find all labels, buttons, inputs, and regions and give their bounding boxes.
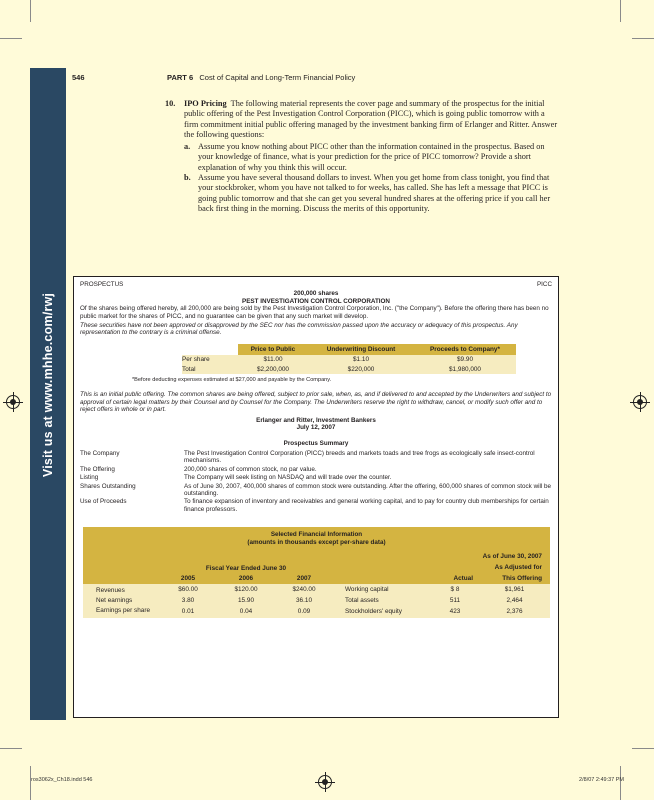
table-cell: 3.80 bbox=[181, 596, 195, 604]
actual-header: Actual bbox=[431, 574, 479, 584]
registration-mark-icon bbox=[318, 775, 332, 789]
prospectus-date: July 12, 2007 bbox=[296, 424, 336, 432]
table-header-cell: Price to Public bbox=[238, 344, 308, 355]
financial-title-line: Selected Financial Information bbox=[270, 531, 363, 539]
footer-timestamp: 2/8/07 2:49:37 PM bbox=[579, 777, 624, 783]
banker-name: Erlanger and Ritter, Investment Bankers bbox=[256, 416, 376, 424]
table-cell: $2,200,000 bbox=[257, 365, 289, 373]
table-cell: Working capital bbox=[345, 585, 389, 593]
table-row bbox=[182, 355, 516, 364]
running-header bbox=[167, 73, 355, 82]
selected-financial-info bbox=[83, 527, 550, 618]
page-number: 546 bbox=[72, 73, 85, 82]
crop-mark bbox=[620, 0, 621, 22]
table-cell: 0.09 bbox=[297, 607, 311, 615]
problem-part-a bbox=[184, 142, 559, 173]
problem-intro bbox=[184, 99, 559, 140]
crop-mark bbox=[0, 38, 22, 39]
offering-terms: This is an initial public offering. The common shares are being offered, subject to prior sale, when, as, and if delivered to and accepted by the Underwriters and subject to approval of certain legal matters by their Counsel and by Counsel for the Company. The Underwriters reserve the right to withdraw, cancel, or modify such offer and to reject offers in whole or in part. bbox=[80, 391, 552, 414]
sec-disclaimer: These securities have not been approved or disapproved by the SEC nor has the commission passed upon the accuracy or adequacy of this prospectus. Any representation to the contrary is a criminal offense. bbox=[80, 322, 518, 337]
summary-label: The Offering bbox=[80, 465, 115, 473]
table-cell: 15.90 bbox=[238, 596, 254, 604]
summary-text: To finance expansion of inventory and receivables and general working capital, and to pay for country club memberships for certain finance professors. bbox=[184, 498, 549, 513]
crop-mark bbox=[632, 38, 654, 39]
table-cell: Total bbox=[182, 365, 196, 373]
summary-text: As of June 30, 2007, 400,000 shares of common stock were outstanding. After the offering, 600,000 shares of common stock will be outstanding. bbox=[184, 482, 552, 497]
table-cell: Per share bbox=[182, 356, 210, 364]
financial-header-row bbox=[83, 574, 550, 584]
table-row bbox=[83, 606, 550, 618]
table-cell: Revenues bbox=[96, 586, 125, 594]
problem-title: IPO Pricing bbox=[184, 99, 227, 108]
sidebar-url-text: Visit us at www.mhhe.com/rwj bbox=[41, 292, 55, 478]
table-row bbox=[182, 365, 516, 374]
table-cell: $240.00 bbox=[292, 585, 316, 593]
table-cell: Total assets bbox=[345, 596, 379, 604]
ticker-label: PICC bbox=[536, 281, 552, 288]
asof-header: As of June 30, 2007 bbox=[431, 549, 550, 562]
table-cell: 0.04 bbox=[239, 607, 253, 615]
table-cell: $220,000 bbox=[347, 365, 375, 373]
summary-text: The Company will seek listing on NASDAQ and will trade over the counter. bbox=[184, 474, 392, 482]
shares-line: 200,000 shares bbox=[293, 290, 339, 298]
part-text: Assume you have several thousand dollars to invest. When you get home from class tonight, you find that your stockbroker, whom you have not talked to for weeks, has called. She has left a message that PICC is going public tomorrow and that she can get you several hundred shares at the offering price if you call her back first thing in the morning. Discuss the merits of this opportunity. bbox=[198, 173, 551, 213]
problem-10 bbox=[165, 99, 559, 214]
table-cell: 36.10 bbox=[296, 596, 312, 604]
crop-mark bbox=[632, 748, 654, 749]
table-cell: $1.10 bbox=[353, 356, 369, 364]
table-cell: $120.00 bbox=[234, 585, 258, 593]
year-header: 2005 bbox=[159, 574, 217, 584]
summary-label: The Company bbox=[80, 449, 120, 457]
table-cell: 511 bbox=[449, 596, 461, 604]
prospectus-labels bbox=[80, 281, 552, 288]
table-row bbox=[83, 596, 550, 606]
summary-label: Use of Proceeds bbox=[80, 498, 127, 506]
adjusted-header: This Offering bbox=[479, 574, 550, 584]
financial-table bbox=[83, 549, 550, 618]
part-title: Cost of Capital and Long-Term Financial Policy bbox=[199, 73, 356, 82]
table-row bbox=[83, 584, 550, 596]
summary-title: Prospectus Summary bbox=[283, 439, 349, 447]
prospectus-summary bbox=[80, 450, 552, 513]
part-label: PART 6 bbox=[167, 73, 194, 82]
adjusted-header: As Adjusted for bbox=[479, 562, 550, 574]
crop-mark bbox=[0, 748, 22, 749]
table-cell: 2,376 bbox=[506, 607, 523, 615]
part-letter: b. bbox=[184, 173, 191, 183]
price-table bbox=[182, 344, 516, 374]
financial-header-row bbox=[83, 549, 550, 562]
summary-text: The Pest Investigation Control Corporation (PICC) breeds and markets toads and tree frogs as ecologically safe insect-control mechanisms. bbox=[184, 449, 535, 465]
financial-header-row bbox=[83, 562, 550, 574]
registration-mark-icon bbox=[6, 395, 20, 409]
table-cell: $ 8 bbox=[450, 585, 460, 593]
financial-subtitle-line: (amounts in thousands except per-share data) bbox=[247, 538, 386, 546]
summary-label: Shares Outstanding bbox=[80, 482, 136, 490]
crop-mark bbox=[620, 766, 621, 800]
prospectus-box bbox=[73, 276, 559, 718]
table-cell: 0.01 bbox=[181, 607, 195, 615]
table-cell: 2,464 bbox=[506, 596, 523, 604]
price-table-header bbox=[182, 344, 516, 355]
price-footnote: *Before deducting expenses estimated at $27,000 and payable by the Company. bbox=[132, 377, 332, 384]
table-header-cell: Proceeds to Company* bbox=[414, 344, 516, 355]
part-text: Assume you know nothing about PICC other than the information contained in the prospectus. Based on your knowledge of finance, what is your prediction for the price of PICC tomorrow? Provide a short explanation of why you think this will occur. bbox=[198, 142, 545, 172]
table-cell: $60.00 bbox=[178, 585, 198, 593]
year-header: 2006 bbox=[217, 574, 275, 584]
problem-part-b bbox=[184, 173, 559, 214]
part-letter: a. bbox=[184, 142, 191, 152]
problem-number: 10. bbox=[165, 99, 176, 108]
summary-label: Listing bbox=[80, 474, 99, 482]
table-cell: $1,961 bbox=[504, 585, 525, 593]
footer-file-info: ros3062x_Ch18.indd 546 bbox=[31, 777, 93, 783]
summary-text: 200,000 shares of common stock, no par value. bbox=[184, 465, 317, 473]
offering-paragraph: Of the shares being offered hereby, all 200,000 are being sold by the Pest Investigation Control Corporation, Inc. ("the Company"). Before the offering there has been no public market for the shares of PICC, and no guarantee can be given that any such market will develop. bbox=[80, 305, 549, 320]
year-header: 2007 bbox=[275, 574, 333, 584]
table-cell: $11.00 bbox=[263, 356, 283, 364]
table-cell: $9.90 bbox=[457, 356, 473, 364]
crop-mark bbox=[30, 0, 31, 22]
prospectus-label: PROSPECTUS bbox=[80, 281, 124, 288]
company-name: PEST INVESTIGATION CONTROL CORPORATION bbox=[242, 297, 390, 305]
table-cell: $1,980,000 bbox=[449, 365, 481, 373]
fiscal-year-header: Fiscal Year Ended June 30 bbox=[159, 562, 333, 574]
table-header-cell: Underwriting Discount bbox=[308, 344, 414, 355]
table-cell: Net earnings bbox=[96, 596, 133, 604]
table-header-cell bbox=[182, 344, 238, 355]
table-cell: 423 bbox=[449, 607, 461, 615]
crop-mark bbox=[30, 766, 31, 800]
registration-mark-icon bbox=[633, 395, 647, 409]
financial-title bbox=[83, 527, 550, 549]
table-cell: Earnings per share bbox=[96, 606, 150, 614]
problem-intro-text: The following material represents the cover page and summary of the prospectus for the initial public offering of the Pest Investigation Control Corporation (PICC), which is going public tomorrow with a firm commitment initial public offering managed by the investment banking firm of Erlanger and Ritter. Answer the following questions: bbox=[184, 99, 558, 139]
table-cell: Stockholders' equity bbox=[345, 607, 402, 615]
